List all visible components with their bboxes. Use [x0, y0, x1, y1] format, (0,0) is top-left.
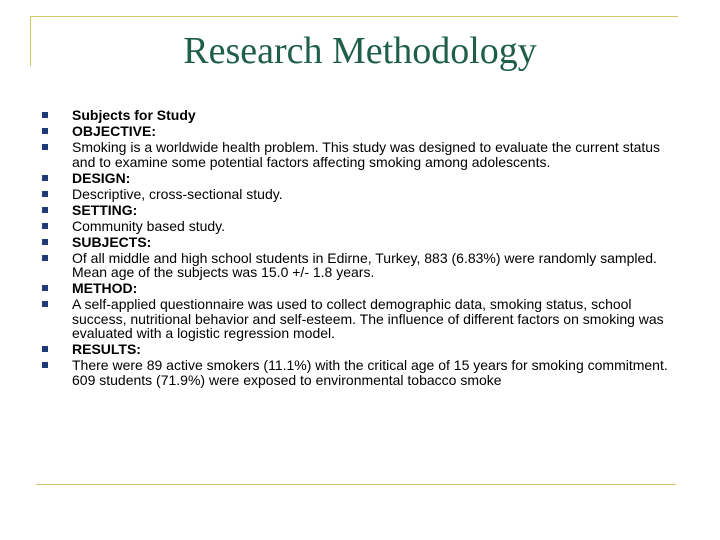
bullet-square-icon [42, 285, 48, 291]
bullet-square-icon [42, 207, 48, 213]
bullet-square-icon [42, 144, 48, 150]
bullet-square-icon [42, 175, 48, 181]
bullet-text: Descriptive, cross-sectional study. [72, 185, 283, 202]
bullet-square-icon [42, 112, 48, 118]
bullet-text: Subjects for Study [72, 107, 196, 123]
bullet-square-icon [42, 191, 48, 197]
bullet-item [42, 203, 682, 218]
bullet-square-icon [42, 223, 48, 229]
bullet-text: SUBJECTS: [72, 233, 152, 250]
bullet-text: OBJECTIVE: [72, 123, 157, 139]
slide-title: Research Methodology [183, 30, 537, 72]
frame-top-rule [30, 16, 678, 17]
bullet-square-icon [42, 346, 48, 352]
bullet-text: SETTING: [72, 201, 138, 218]
bullet-text: There were 89 active smokers (11.1%) with the critical age of 15 years for smoking commitment. 609 students (71.9%) were exposed to environmental tobacco smoke [72, 357, 668, 388]
bullet-item [42, 297, 682, 341]
bullet-item [42, 235, 682, 250]
bullet-square-icon [42, 362, 48, 368]
bullet-text: A self-applied questionnaire was used to collect demographic data, smoking status, school success, nutritional behavior and self-esteem. The influence of different factors on smoking was evaluated with a logistic regression model. [72, 296, 664, 341]
bullet-text: METHOD: [72, 280, 138, 296]
frame-bottom-rule [36, 484, 676, 485]
bullet-item [42, 108, 682, 123]
bullet-square-icon [42, 128, 48, 134]
bullet-item [42, 251, 682, 280]
bullet-square-icon [42, 239, 48, 245]
bullet-item [42, 124, 682, 139]
bullet-text: DESIGN: [72, 169, 131, 186]
bullet-item [42, 140, 682, 169]
bullet-square-icon [42, 255, 48, 261]
bullet-text: Smoking is a worldwide health problem. This study was designed to evaluate the current status and to examine some potential factors affecting smoking among adolescents. [72, 139, 661, 170]
bullet-text: Community based study. [72, 217, 226, 234]
bullet-list [42, 108, 682, 389]
bullet-item [42, 281, 682, 296]
bullet-item [42, 342, 682, 357]
bullet-text: RESULTS: [72, 341, 141, 357]
bullet-text: Of all middle and high school students in Edirne, Turkey, 883 (6.83%) were randomly sampled. Mean age of the subjects was 15.0 +/- 1.8 years. [72, 249, 657, 280]
bullet-item [42, 219, 682, 234]
bullet-square-icon [42, 301, 48, 307]
bullet-item [42, 358, 682, 387]
bullet-item [42, 171, 682, 186]
bullet-item [42, 187, 682, 202]
